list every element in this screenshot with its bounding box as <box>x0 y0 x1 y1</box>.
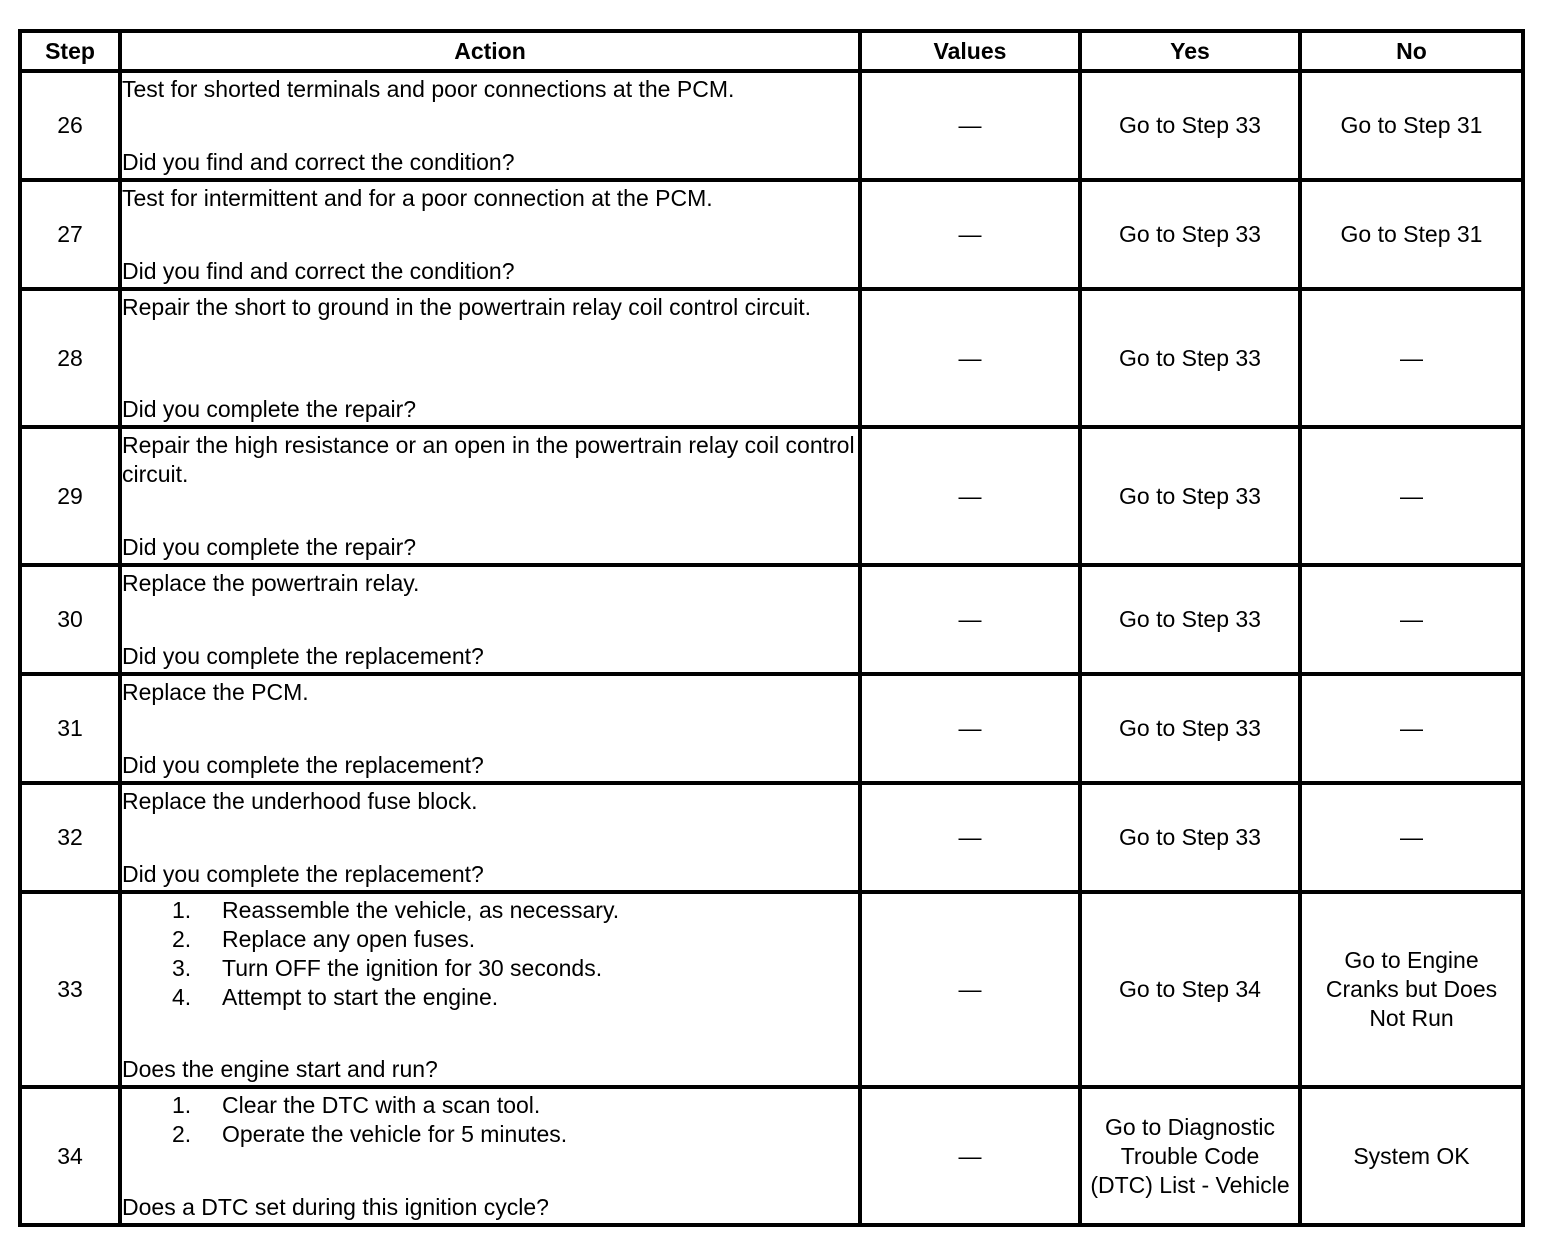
values-cell: — <box>860 427 1080 565</box>
step-number: 34 <box>20 1087 120 1225</box>
list-item: 3. Turn OFF the ignition for 30 seconds. <box>172 954 603 981</box>
step-number: 28 <box>20 289 120 427</box>
table-row <box>20 674 1523 783</box>
action-text: Replace the underhood fuse block. <box>122 787 478 814</box>
action-question: Did you complete the replacement? <box>122 751 484 778</box>
action-question: Did you complete the replacement? <box>122 860 484 887</box>
no-cell: System OK <box>1300 1087 1523 1225</box>
action-text: Replace the PCM. <box>122 678 309 705</box>
action-cell <box>120 565 860 674</box>
yes-cell: Go to Step 33 <box>1080 180 1300 289</box>
table-row <box>20 180 1523 289</box>
action-question: Does the engine start and run? <box>122 1055 438 1082</box>
action-text: Repair the short to ground in the powertrain relay coil control circuit. <box>122 293 812 320</box>
values-cell: — <box>860 674 1080 783</box>
step-number: 29 <box>20 427 120 565</box>
action-list <box>122 896 858 1012</box>
action-list <box>122 1091 858 1149</box>
action-cell <box>120 674 860 783</box>
action-cell <box>120 783 860 892</box>
action-cell <box>120 1087 860 1225</box>
table-row <box>20 565 1523 674</box>
list-item: 4. Attempt to start the engine. <box>172 983 499 1010</box>
table-row <box>20 1087 1523 1225</box>
no-cell: — <box>1300 289 1523 427</box>
action-question: Did you complete the repair? <box>122 533 417 560</box>
header-no: No <box>1300 31 1523 71</box>
yes-cell: Go to Step 33 <box>1080 71 1300 180</box>
values-cell: — <box>860 1087 1080 1225</box>
values-cell: — <box>860 892 1080 1087</box>
list-item: 2. Operate the vehicle for 5 minutes. <box>172 1120 568 1147</box>
action-question: Did you complete the replacement? <box>122 642 484 669</box>
yes-cell: Go to Diagnostic Trouble Code (DTC) List - Vehicle <box>1080 1087 1300 1225</box>
action-question: Did you find and correct the condition? <box>122 148 515 175</box>
values-cell: — <box>860 783 1080 892</box>
yes-cell: Go to Step 33 <box>1080 427 1300 565</box>
yes-cell: Go to Step 33 <box>1080 783 1300 892</box>
action-cell <box>120 892 860 1087</box>
action-text: Test for shorted terminals and poor connections at the PCM. <box>122 75 735 102</box>
header-yes: Yes <box>1080 31 1300 71</box>
diagnostic-table <box>18 29 1525 1227</box>
header-row <box>20 31 1523 71</box>
values-cell: — <box>860 180 1080 289</box>
step-number: 32 <box>20 783 120 892</box>
no-cell: Go to Step 31 <box>1300 71 1523 180</box>
header-step: Step <box>20 31 120 71</box>
yes-cell: Go to Step 33 <box>1080 565 1300 674</box>
action-text: Replace the powertrain relay. <box>122 569 420 596</box>
action-text: Test for intermittent and for a poor connection at the PCM. <box>122 184 713 211</box>
action-cell <box>120 71 860 180</box>
table-row <box>20 71 1523 180</box>
header-action: Action <box>120 31 860 71</box>
yes-cell: Go to Step 34 <box>1080 892 1300 1087</box>
table-row <box>20 783 1523 892</box>
no-cell: — <box>1300 783 1523 892</box>
step-number: 30 <box>20 565 120 674</box>
table-row <box>20 892 1523 1087</box>
values-cell: — <box>860 565 1080 674</box>
no-cell: — <box>1300 427 1523 565</box>
action-cell <box>120 289 860 427</box>
action-question: Did you find and correct the condition? <box>122 257 515 284</box>
list-item: 1. Clear the DTC with a scan tool. <box>172 1091 541 1118</box>
step-number: 27 <box>20 180 120 289</box>
list-item: 1. Reassemble the vehicle, as necessary. <box>172 896 620 923</box>
step-number: 26 <box>20 71 120 180</box>
step-number: 31 <box>20 674 120 783</box>
no-cell: Go to Engine Cranks but Does Not Run <box>1300 892 1523 1087</box>
no-cell: Go to Step 31 <box>1300 180 1523 289</box>
table-row <box>20 427 1523 565</box>
header-values: Values <box>860 31 1080 71</box>
action-text: Repair the high resistance or an open in the powertrain relay coil control circuit. <box>122 431 855 487</box>
table-row <box>20 289 1523 427</box>
values-cell: — <box>860 71 1080 180</box>
action-cell <box>120 180 860 289</box>
values-cell: — <box>860 289 1080 427</box>
action-question: Does a DTC set during this ignition cycle? <box>122 1193 549 1220</box>
step-number: 33 <box>20 892 120 1087</box>
action-question: Did you complete the repair? <box>122 395 417 422</box>
list-item: 2. Replace any open fuses. <box>172 925 476 952</box>
no-cell: — <box>1300 674 1523 783</box>
no-cell: — <box>1300 565 1523 674</box>
yes-cell: Go to Step 33 <box>1080 674 1300 783</box>
action-cell <box>120 427 860 565</box>
yes-cell: Go to Step 33 <box>1080 289 1300 427</box>
